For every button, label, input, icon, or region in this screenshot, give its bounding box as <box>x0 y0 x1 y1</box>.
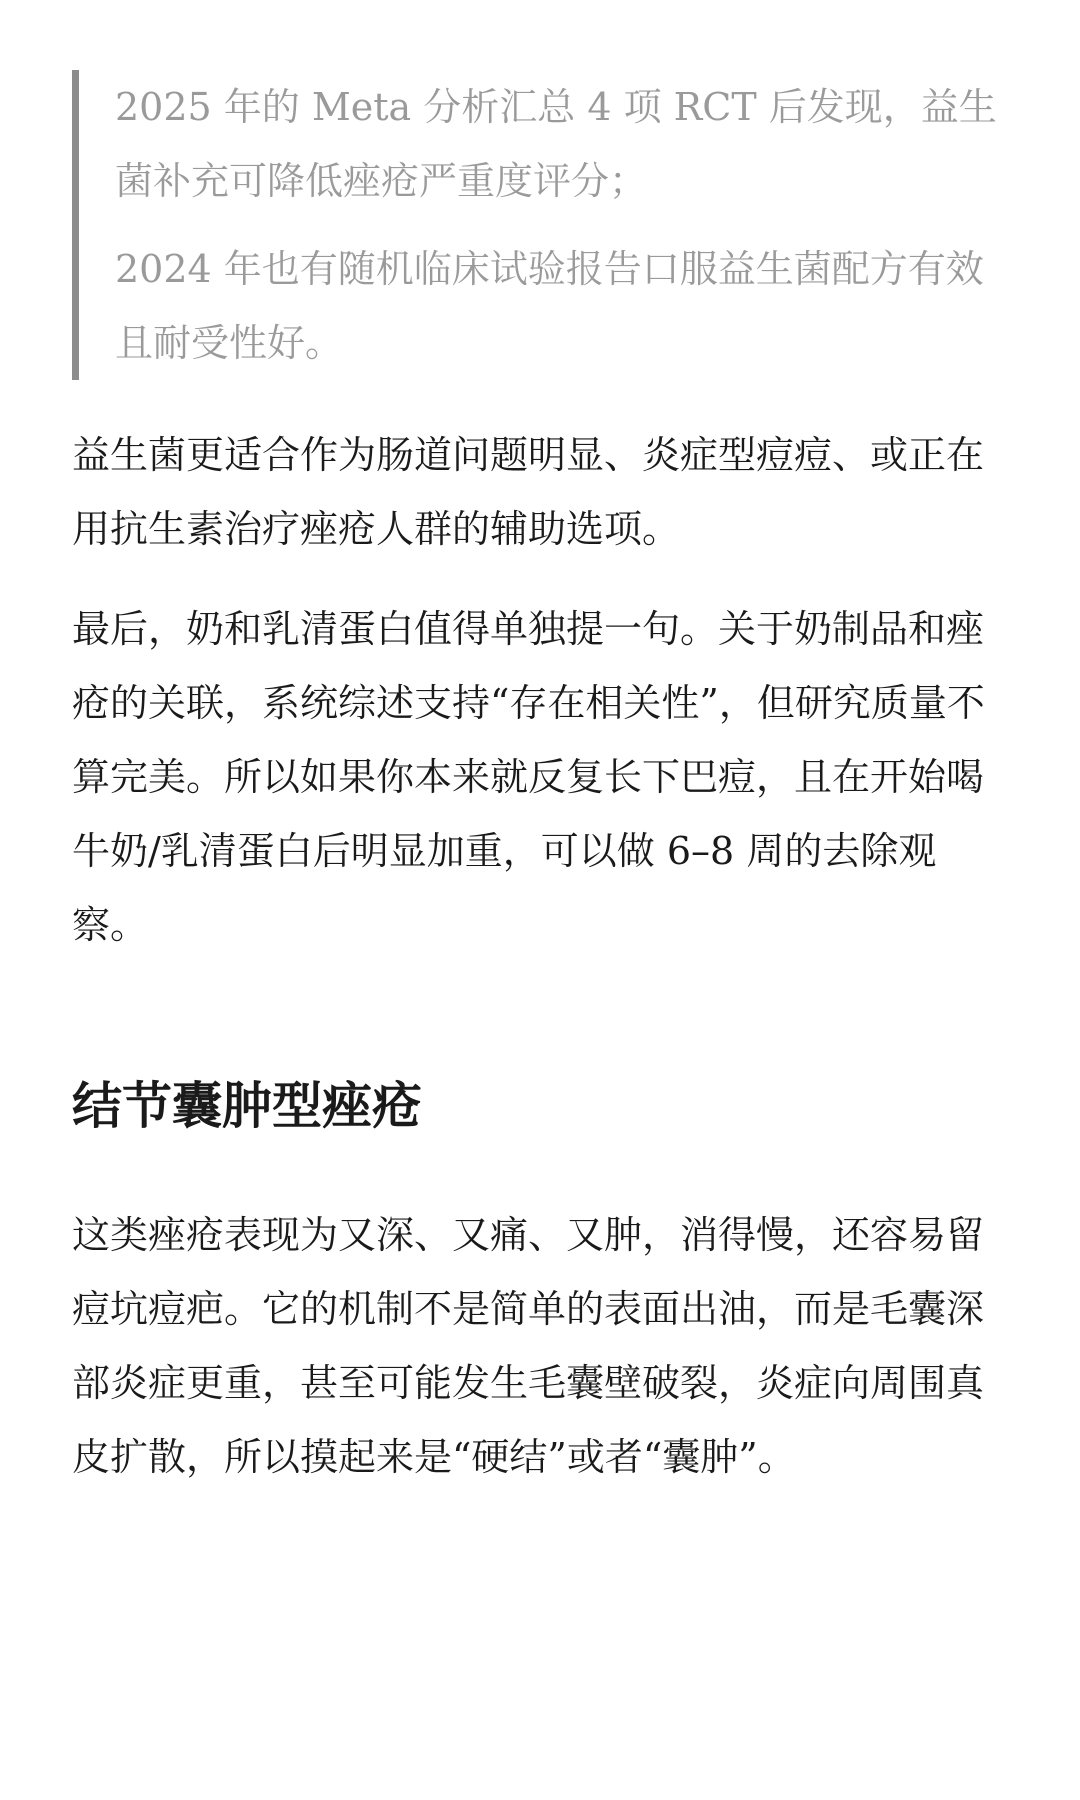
quote-line-meta-analysis: 2025 年的 Meta 分析汇总 4 项 RCT 后发现，益生菌补充可降低痤疮严重度评分； <box>115 85 997 203</box>
article-body <box>72 70 1012 1520</box>
paragraph-probiotics: 益生菌更适合作为肠道问题明显、炎症型痘痘、或正在用抗生素治疗痤疮人群的辅助选项。 <box>72 433 985 551</box>
blockquote <box>72 70 1012 380</box>
section-heading: 结节囊肿型痤疮 <box>72 1076 422 1135</box>
paragraph-dairy: 最后，奶和乳清蛋白值得单独提一句。关于奶制品和痤疮的关联，系统综述支持“存在相关性”，但研究质量不算完美。所以如果你本来就反复长下巴痘，且在开始喝牛奶/乳清蛋白后明显加重，可以做 6–8 周的去除观察。 <box>72 607 985 947</box>
quote-line-clinical-trial: 2024 年也有随机临床试验报告口服益生菌配方有效且耐受性好。 <box>115 247 984 365</box>
paragraph-nodular-cystic: 这类痤疮表现为又深、又痛、又肿，消得慢，还容易留痘坑痘疤。它的机制不是简单的表面出油，而是毛囊深部炎症更重，甚至可能发生毛囊壁破裂，炎症向周围真皮扩散，所以摸起来是“硬结”或者“囊肿”。 <box>72 1213 985 1479</box>
